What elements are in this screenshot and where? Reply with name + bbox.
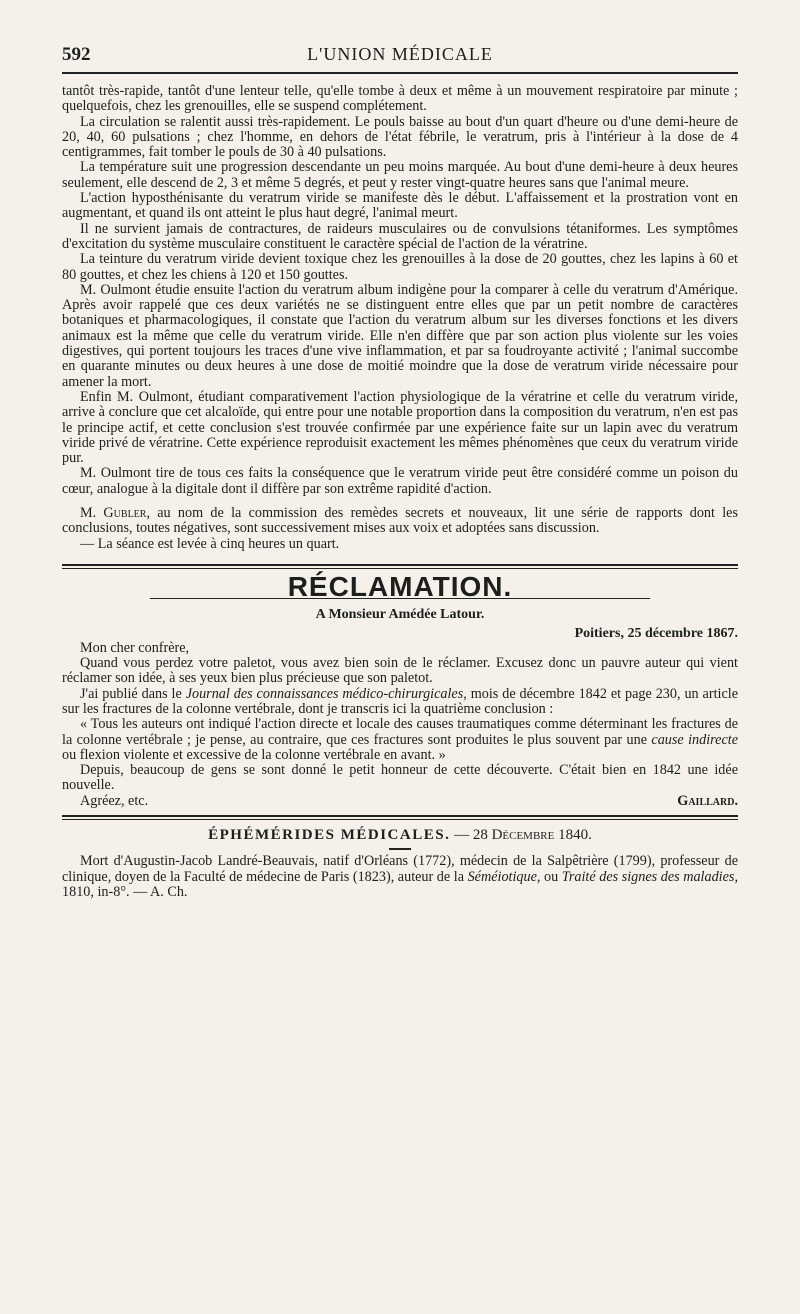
paragraph: tantôt très-rapide, tantôt d'une lenteur telle, qu'elle tombe à deux et même à un mouvement respiratoire par minute ; quelquefois, chez les grenouilles, elle se suspend complétement. (62, 83, 738, 115)
work-title: Traité des signes des maladies (561, 868, 735, 885)
section-divider (62, 809, 738, 817)
ephemerides-title: ÉPHÉMÉRIDES MÉDICALES. (208, 827, 451, 844)
paragraph: Il ne survient jamais de contractures, de raideurs musculaires ou de convulsions tétaniformes. Les symptômes d'excitation du système musculaire constituent le caractère spécial de l'action de la vératrine. (62, 220, 738, 252)
text: Mort d'Augustin-Jacob Landré-Beauvais, natif d'Orléans (1772), médecin de la Salpêtrière (1799), professeur de clinique, doyen de la Faculté de médecine de Paris (1823), auteur de la (62, 853, 738, 885)
quotation (62, 717, 738, 763)
closing-formula: Agréez, etc. (80, 792, 149, 809)
header-rule (62, 72, 738, 74)
emphasis: cause indirecte (651, 731, 738, 748)
article-body (62, 84, 738, 900)
text: , 1810, in-8°. — A. Ch. (62, 868, 738, 900)
section-divider (62, 817, 738, 820)
paragraph: M. Oulmont tire de tous ces faits la conséquence que le veratrum viride peut être considéré comme un poison du cœur, analogue à la digitale dont il diffère par son extrême rapidité d'action. (62, 465, 738, 497)
paragraph: La circulation se ralentit aussi très-rapidement. Le pouls baisse au bout d'un quart d'heure ou d'une demi-heure de 20, 40, 60 pulsations ; chez l'homme, en dehors de l'état fébrile, le veratrum, pris à l'intérieur à la dose de 4 centigrammes, fait tomber le pouls de 30 à 40 pulsations. (62, 113, 738, 161)
paragraph: Quand vous perdez votre paletot, vous avez bien soin de le réclamer. Excusez donc un pauvre auteur qui vient réclamer son idée, à ses yeux bien plus précieuse que son paletot. (62, 655, 738, 687)
ephemerides-text (62, 854, 738, 900)
section-divider (62, 566, 738, 569)
paragraph: M. Oulmont étudie ensuite l'action du veratrum album indigène pour la comparer à celle du veratrum d'Amérique. Après avoir rappelé que ces deux variétés ne se distinguent entre elles que par un petit nombre de caractères botaniques et pharmacologiques, il constate que l'action du veratrum album sur les diverses fonctions et les divers animaux est la même que celle du veratrum viride. Elle n'en diffère que par son action plus violente sur les voies digestives, qui portent toujours les traces d'une vive inflammation, et par sa foudroyante activité ; l'animal succombe en quarante minutes ou deux heures à une dose de moitié moindre que la dose de veratrum viride nécessaire pour amener la mort. (62, 281, 738, 390)
paragraph: L'action hyposthénisante du veratrum viride se manifeste dès le début. L'affaissement et la prostration vont en augmentant, et quand ils ont atteint le plus haut degré, l'animal meurt. (62, 190, 738, 222)
signature: Gaillard. (677, 792, 738, 809)
journal-name: Journal des connaissances médico-chirurgicales (185, 685, 464, 702)
paragraph: La température suit une progression descendante un peu moins marquée. Au bout d'une demi-heure à deux heures seulement, elle descend de 2, 3 et même 5 degrés, et peut y rester vingt-quatre heures sans que l'animal meure. (62, 159, 738, 191)
text: , mois de décembre 1842 et page 230, un article sur les fractures de la colonne vertébrale, dont je transcris ici la quatrième conclusion : (62, 685, 739, 717)
ephemerides-date: — 28 Décembre 1840. (454, 827, 592, 844)
addressee: A Monsieur Amédée Latour. (315, 607, 485, 623)
text: « Tous les auteurs ont indiqué l'action directe et locale des causes traumatiques comme déterminant les fractures de la colonne vertébrale ; je pense, au contraire, que ces fractures sont produites le plus souvent par une (62, 716, 738, 748)
text: ou flexion violente et excessive de la colonne vertébrale en avant. » (62, 746, 446, 763)
text: J'ai publié dans le (80, 685, 186, 702)
signature-row (62, 794, 738, 809)
paragraph-text: , au nom de la commission des remèdes secrets et nouveaux, lit une série de rapports dont les conclusions, toutes négatives, sont successivement mises aux voix et adoptées sans discussion. (62, 505, 738, 537)
work-title: Séméiotique (467, 868, 537, 885)
closing-line: — La séance est levée à cinq heures un quart. (80, 535, 340, 552)
text: , ou (536, 868, 562, 885)
running-header (62, 40, 738, 70)
paragraph: Enfin M. Oulmont, étudiant comparativement l'action physiologique de la vératrine et celle du veratrum viride, arrive à conclure que cet alcaloïde, qui entre pour une notable proportion dans la composition du veratrum, n'en est pas le principe actif, et cette conclusion s'est trouvée confirmée par une expérience faite sur un lapin avec du veratrum viride privé de vératrine. Cette expérience reproduisit exactement les mêmes phénomènes que ceux du veratrum viride pur. (62, 388, 738, 467)
short-rule (389, 848, 411, 850)
place-date: Poitiers, 25 décembre 1867. (574, 625, 738, 641)
page-number: 592 (62, 44, 91, 65)
salutation: Mon cher confrère, (80, 639, 190, 656)
journal-title: L'UNION MÉDICALE (307, 44, 493, 64)
reclamation-title: RÉCLAMATION. (287, 570, 513, 602)
speaker-name: M. Gubler (80, 505, 147, 522)
paragraph: La teinture du veratrum viride devient toxique chez les grenouilles à la dose de 20 gouttes, chez les lapins à 60 et 80 gouttes, et chez les chiens à 120 et 150 gouttes. (62, 251, 738, 283)
paragraph: Depuis, beaucoup de gens se sont donné le petit honneur de cette découverte. C'était bien en 1842 une idée nouvelle. (62, 762, 738, 794)
ephemerides-heading (62, 828, 738, 843)
gubler-paragraph (62, 506, 738, 537)
paragraph (62, 687, 738, 718)
section-divider (62, 552, 738, 566)
